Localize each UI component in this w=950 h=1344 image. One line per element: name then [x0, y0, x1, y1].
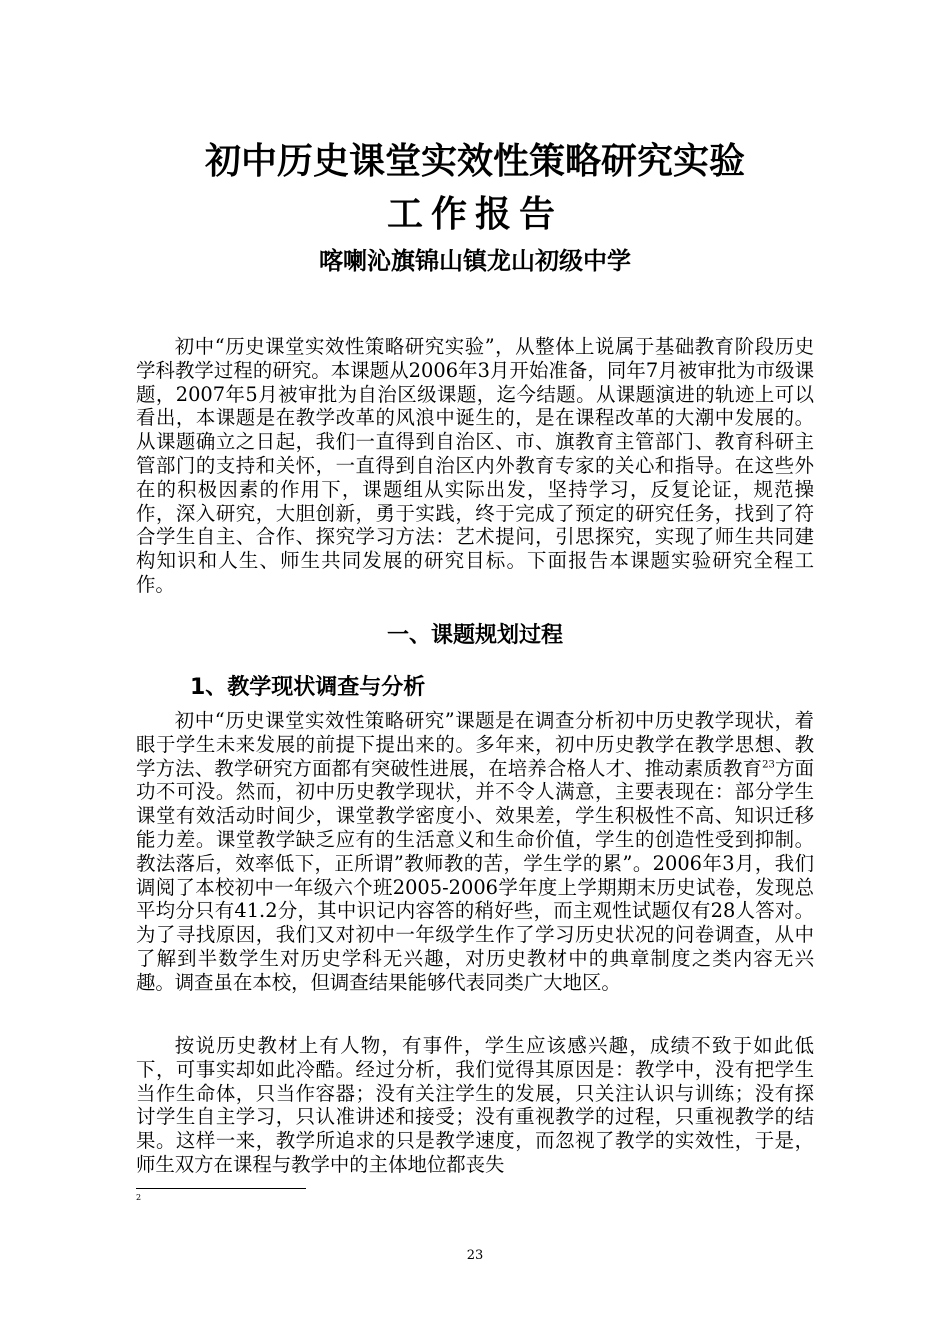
intro-paragraph: 初中“历史课堂实效性策略研究实验”，从整体上说属于基础教育阶段历史学科教学过程的研究。本课题从2006年3月开始准备，同年7月被审批为市级课题，2007年5月被审批为自治区级课题，迄今结题。从课题演进的轨迹上可以看出，本课题是在教学改革的风浪中诞生的，是在课程改革的大潮中发展的。从课题确立之日起，我们一直得到自治区、市、旗教育主管部门、教育科研主管部门的支持和关怀，一直得到自治区内外教育专家的关心和指导。在这些外在的积极因素的作用下，课题组从实际出发，坚持学习，反复论证，规范操作，深入研究，大胆创新，勇于实践，终于完成了预定的研究任务，找到了符合学生自主、合作、探究学习方法：艺术提问，引思探究，实现了师生共同建构知识和人生、师生共同发展的研究目标。下面报告本课题实验研究全程工作。	[136, 335, 814, 596]
body-paragraph: 按说历史教材上有人物，有事件，学生应该感兴趣，成绩不致于如此低下，可事实却如此冷酷。经过分析，我们觉得其原因是：教学中，没有把学生当作生命体，只当作容器；没有关注学生的发展，只关注认识与训练；没有探讨学生自主学习，只认准讲述和接受；没有重视教学的过程，只重视教学的结果。这样一来，教学所追求的只是教学速度，而忽视了教学的实效性，于是，师生双方在课程与教学中的主体地位都丧失	[136, 1034, 814, 1176]
section-heading: 一、课题规划过程	[386, 623, 563, 648]
document-title: 初中历史课堂实效性策略研究实验	[204, 141, 745, 182]
footnote-reference[interactable]: 23	[762, 759, 775, 771]
body-paragraph	[136, 709, 814, 995]
footnote-mark: 2	[136, 1193, 142, 1202]
body-paragraph-text: 方面功不可没。然而，初中历史教学现状，并不令人满意，主要表现在：部分学生课堂有效活动时间少，课堂教学密度小、效果差，学生积极性不高、知识迁移能力差。课堂教学缺乏应有的生活意义和生命价值，学生的创造性受到抑制。教法落后，效率低下，正所谓”教师教的苦，学生学的累”。2006年3月，我们调阅了本校初中一年级六个班2005-2006学年度上学期期末历史试卷，发现总平均分只有41.2分，其中识记内容答的稍好些，而主观性试题仅有28人答对。为了寻找原因，我们又对初中一年级学生作了学习历史状况的问卷调查，从中了解到半数学生对历史学科无兴趣，对历史教材中的典章制度之类内容无兴趣。调查虽在本校，但调查结果能够代表同类广大地区。	[136, 756, 815, 994]
subsection-heading: 1、教学现状调查与分析	[190, 675, 426, 700]
footnote-divider	[136, 1188, 306, 1189]
body-paragraph-text: 初中“历史课堂实效性策略研究”课题是在调查分析初中历史教学现状，着眼于学生未来发展的前提下提出来的。多年来，初中历史教学在教学思想、教学方法、教学研究方面都有突破性进展，在培养合格人才、推动素质教育	[136, 709, 814, 780]
school-name: 喀喇沁旗锦山镇龙山初级中学	[319, 247, 631, 275]
document-subtitle: 工作报告	[386, 194, 563, 235]
page-number: 23	[466, 1248, 484, 1263]
